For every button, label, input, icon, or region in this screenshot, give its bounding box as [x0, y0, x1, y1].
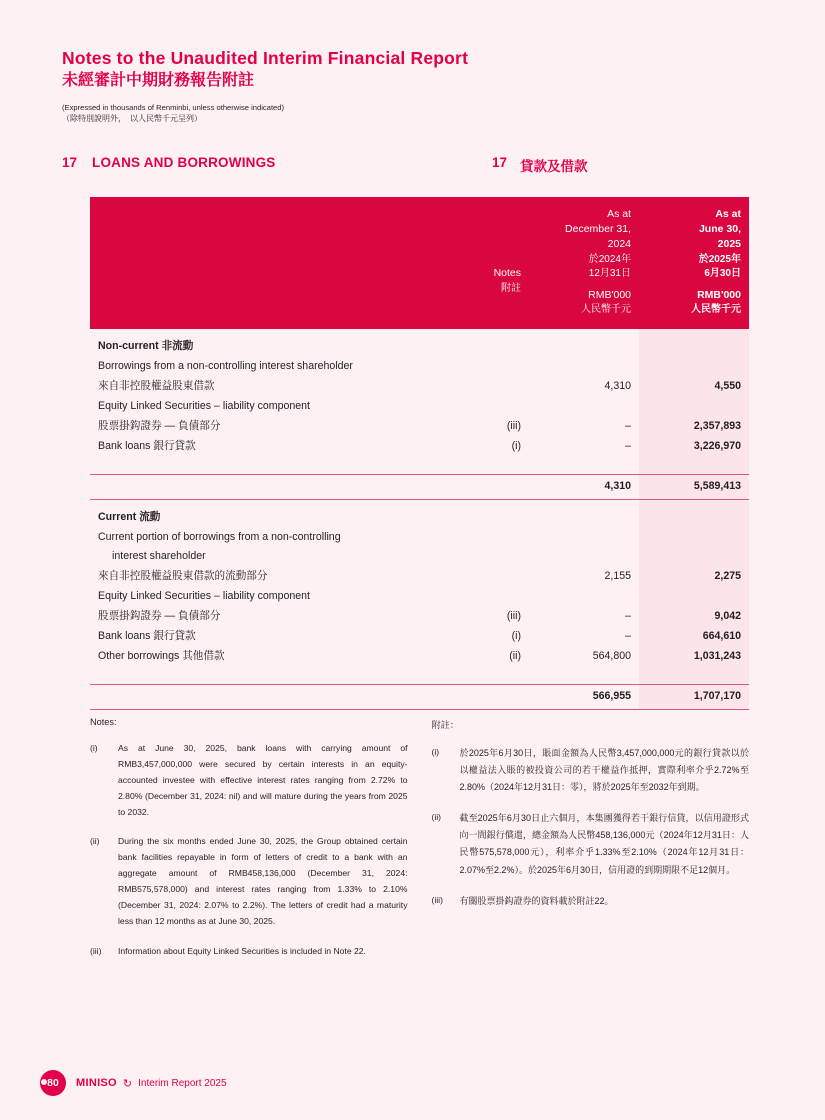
header-curr-period: As at June 30, 2025 於2025年 6月30日 RMB'000 人民幣千元 — [639, 197, 749, 329]
table-row — [90, 499, 749, 527]
table-row — [90, 587, 749, 607]
group-heading-non-current: Non-current 非流動 — [98, 340, 194, 353]
row-note — [469, 567, 529, 587]
page-subtitle-zh: （除特別說明外， 以人民幣千元呈列） — [62, 113, 202, 123]
group-heading-current: Current 流動 — [98, 510, 161, 523]
table-row — [90, 437, 749, 457]
notes-heading-zh: 附註： — [431, 720, 460, 730]
row-prev-value: – — [625, 419, 631, 432]
section-title: LOANS AND BORROWINGS — [92, 155, 276, 170]
header-blank — [90, 197, 469, 329]
subtotal-curr: 1,707,170 — [639, 684, 749, 709]
section-heading-zh — [492, 155, 588, 175]
subtotal-curr: 5,589,413 — [639, 474, 749, 499]
row-label-cont: interest shareholder — [112, 550, 206, 563]
row-label: Equity Linked Securities – liability component — [98, 590, 310, 603]
header-notes: Notes 附註 — [469, 197, 529, 329]
spacer-row — [90, 667, 749, 685]
note-item: (i) 於2025年6月30日，賬面金額為人民幣3,457,000,000元的銀行貸款以於以權益法入賬的被投資公司的若干權益作抵押，實際利率介乎2.72%至2.80%（2024年12月31日：零），將於2025年至2032年到期。 — [431, 747, 749, 793]
row-label-zh: 來自非控股權益股東借款的流動部分 — [98, 570, 268, 583]
row-note: (ii) — [509, 649, 521, 662]
row-curr-value: 2,357,893 — [693, 419, 741, 432]
row-note: (i) — [511, 629, 521, 642]
row-label-zh: 股票掛鈎證券 — 負債部分 — [98, 419, 221, 432]
row-curr-value: 4,550 — [714, 380, 741, 393]
table-row — [90, 607, 749, 627]
notes-column-zh — [432, 717, 750, 974]
table-row — [90, 547, 749, 567]
note-item: (iii) Information about Equity Linked Securities is included in Note 22. — [90, 945, 366, 956]
row-curr-value: 664,610 — [702, 629, 741, 642]
row-curr-value: 3,226,970 — [693, 439, 741, 452]
table-body — [90, 329, 749, 709]
section-title-zh: 貸款及借款 — [520, 159, 588, 174]
row-label: Bank loans 銀行貸款 — [98, 629, 196, 642]
note-item: (ii) 截至2025年6月30日止六個月，本集團獲得若干銀行信貸，以信用證形式向一間銀行償還，總金額為人民幣458,136,000元（2024年12月31日：人民幣575,578,000元），利率介乎1.33%至2.10%（2024年12月31日：2.07%至2.2%）。於2025年6月30日，信用證的到期期限不足12個月。 — [431, 812, 749, 875]
section-number: 17 — [62, 155, 78, 170]
notes-section — [90, 717, 749, 974]
spacer-row — [90, 457, 749, 475]
table-row — [90, 528, 749, 548]
table-row — [90, 627, 749, 647]
notes-heading: Notes: — [90, 717, 117, 727]
row-label: Borrowings from a non-controlling interest shareholder — [98, 360, 353, 373]
section-number-zh: 17 — [492, 155, 508, 170]
row-label-zh: 股票掛鈎證券 — 負債部分 — [98, 610, 221, 623]
page-title-zh: 未經審計中期財務報告附註 — [62, 71, 255, 89]
row-curr-value: 1,031,243 — [693, 649, 741, 662]
subtotal-prev: 566,955 — [529, 684, 639, 709]
row-note: (iii) — [506, 610, 521, 623]
table-row — [90, 377, 749, 397]
note-item: (ii) During the six months ended June 30, 2025, the Group obtained certain bank facilities repayable in form of letters of credit to a bank with an aggregate amount of RMB458,136,000 (December 31, 2024: RMB575,578,000) and interest rates ranging from 1.33% to 2.10% (December 31, 2024: 2.07% to 2.2%). The letters of credit had a maturity less than 12 months as at June 30, 2025. — [90, 836, 408, 926]
row-label: Current portion of borrowings from a non-controlling — [98, 530, 341, 543]
row-prev-value: 4,310 — [604, 380, 631, 393]
row-prev-value: – — [625, 439, 631, 452]
table-row — [90, 647, 749, 667]
row-label-zh: 來自非控股權益股東借款 — [98, 380, 215, 393]
loans-and-borrowings-table — [90, 197, 749, 710]
subtotal-prev: 4,310 — [529, 474, 639, 499]
row-note: (i) — [511, 439, 521, 452]
page-footer — [40, 1070, 227, 1096]
table-row — [90, 357, 749, 377]
row-label: Equity Linked Securities – liability component — [98, 400, 310, 413]
row-prev-value: – — [625, 629, 631, 642]
note-item: (iii) 有關股票掛鈎證券的資料載於附註22。 — [431, 894, 614, 906]
table-row — [90, 329, 749, 357]
page-subtitle: (Expressed in thousands of Renminbi, unless otherwise indicated) — [62, 102, 285, 112]
table-row — [90, 567, 749, 587]
table-row — [90, 417, 749, 437]
miniso-logo-icon: ↻ — [122, 1077, 133, 1090]
section-heading — [62, 155, 762, 174]
table-header — [90, 197, 749, 329]
page-number-badge: 80 — [40, 1070, 66, 1096]
header-prev-period: As at December 31, 2024 於2024年 12月31日 RMB'000 人民幣千元 — [529, 197, 639, 329]
page-title: Notes to the Unaudited Interim Financial Report — [62, 48, 469, 68]
row-prev-value: – — [625, 610, 631, 623]
row-prev-value: 564,800 — [592, 649, 631, 662]
footer-brand: MINISO — [76, 1077, 117, 1089]
row-label: Other borrowings 其他借款 — [98, 649, 225, 662]
row-note: (iii) — [506, 419, 521, 432]
table-row — [90, 397, 749, 417]
note-item: (i) As at June 30, 2025, bank loans with carrying amount of RMB3,457,000,000 were secured by certain interests in an equity-accounted investee with effective interest rates ranging from 2.72% to 2.80% (December 31, 2024: nil) and will mature during the years from 2025 to 2032. — [90, 743, 408, 817]
row-curr-value: 9,042 — [714, 610, 741, 623]
row-curr-value: 2,275 — [714, 570, 741, 583]
subtotal-row-current — [90, 684, 749, 709]
page-header — [62, 48, 762, 124]
notes-column-en — [90, 717, 408, 974]
row-note — [469, 377, 529, 397]
footer-report-name: Interim Report 2025 — [138, 1077, 227, 1089]
row-prev-value: 2,155 — [604, 570, 631, 583]
subtotal-row-non-current — [90, 474, 749, 499]
row-label: Bank loans 銀行貸款 — [98, 439, 196, 452]
